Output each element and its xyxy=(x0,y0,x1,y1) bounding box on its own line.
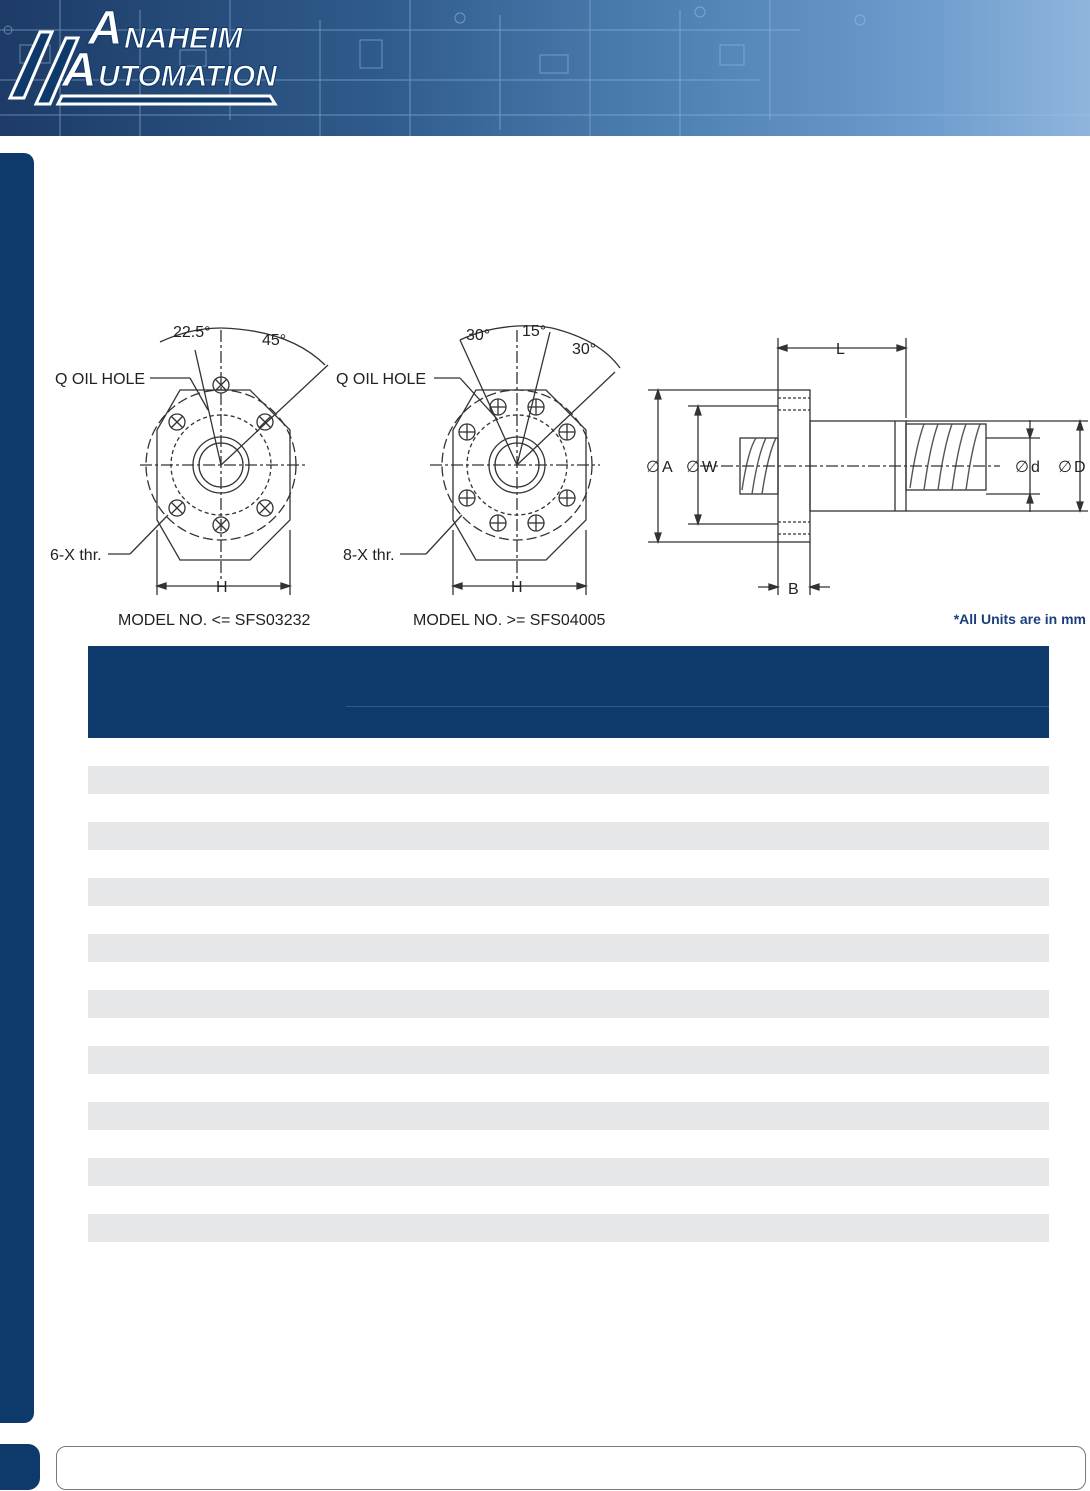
spec-table-subheader-divider xyxy=(346,706,1049,707)
left-thread-label: 6-X thr. xyxy=(50,547,102,564)
table-row xyxy=(88,990,1049,1018)
middle-oil-hole-label: Q OIL HOLE xyxy=(336,371,427,388)
table-row xyxy=(88,766,1049,794)
table-row xyxy=(88,822,1049,850)
table-row xyxy=(88,1102,1049,1130)
table-row xyxy=(88,794,1049,822)
middle-dim-h: H xyxy=(511,579,523,596)
table-row xyxy=(88,1018,1049,1046)
page-number-tab xyxy=(0,1444,40,1490)
table-row xyxy=(88,878,1049,906)
logo-initial-2: A xyxy=(62,44,97,97)
table-row xyxy=(88,1074,1049,1102)
dim-w: W xyxy=(702,459,718,476)
logo-line-1: NAHEIM xyxy=(124,22,243,55)
logo-initial-1: A xyxy=(88,2,123,55)
dim-l: L xyxy=(836,341,845,358)
left-oil-hole-label: Q OIL HOLE xyxy=(55,371,146,388)
footer-box xyxy=(56,1446,1086,1490)
left-caption: MODEL NO. <= SFS03232 xyxy=(118,612,311,629)
spec-table-header xyxy=(88,646,1049,738)
logo-line-2: UTOMATION xyxy=(98,60,277,93)
table-row xyxy=(88,1214,1049,1242)
middle-angle-30-a: 30° xyxy=(466,327,491,344)
middle-thread-label: 8-X thr. xyxy=(343,547,395,564)
dim-a: A xyxy=(662,459,673,476)
dim-d-large-symbol: ∅ xyxy=(1058,459,1072,476)
dim-d-small-symbol: ∅ xyxy=(1015,459,1029,476)
ball-nut-dimension-drawing xyxy=(40,310,1090,635)
left-angle-45: 45° xyxy=(262,332,287,349)
dim-d-large: D xyxy=(1074,459,1086,476)
middle-angle-30-b: 30° xyxy=(572,341,597,358)
table-row xyxy=(88,1130,1049,1158)
middle-caption: MODEL NO. >= SFS04005 xyxy=(413,612,606,629)
table-row xyxy=(88,962,1049,990)
table-row xyxy=(88,1158,1049,1186)
table-row xyxy=(88,934,1049,962)
left-angle-22-5: 22.5° xyxy=(173,324,211,341)
table-row xyxy=(88,738,1049,766)
table-row xyxy=(88,1046,1049,1074)
table-row xyxy=(88,850,1049,878)
spec-table-body xyxy=(88,738,1049,1242)
side-accent-bar xyxy=(0,153,34,1423)
middle-angle-15: 15° xyxy=(522,323,547,340)
header-banner xyxy=(0,0,1090,136)
left-dim-h: H xyxy=(216,579,228,596)
dim-a-symbol: ∅ xyxy=(646,459,660,476)
anaheim-automation-logo xyxy=(0,0,285,112)
table-row xyxy=(88,906,1049,934)
dim-d-small: d xyxy=(1031,459,1040,476)
dim-w-symbol: ∅ xyxy=(686,459,700,476)
dim-b: B xyxy=(788,581,799,598)
units-note: *All Units are in mm xyxy=(953,611,1086,627)
table-row xyxy=(88,1186,1049,1214)
